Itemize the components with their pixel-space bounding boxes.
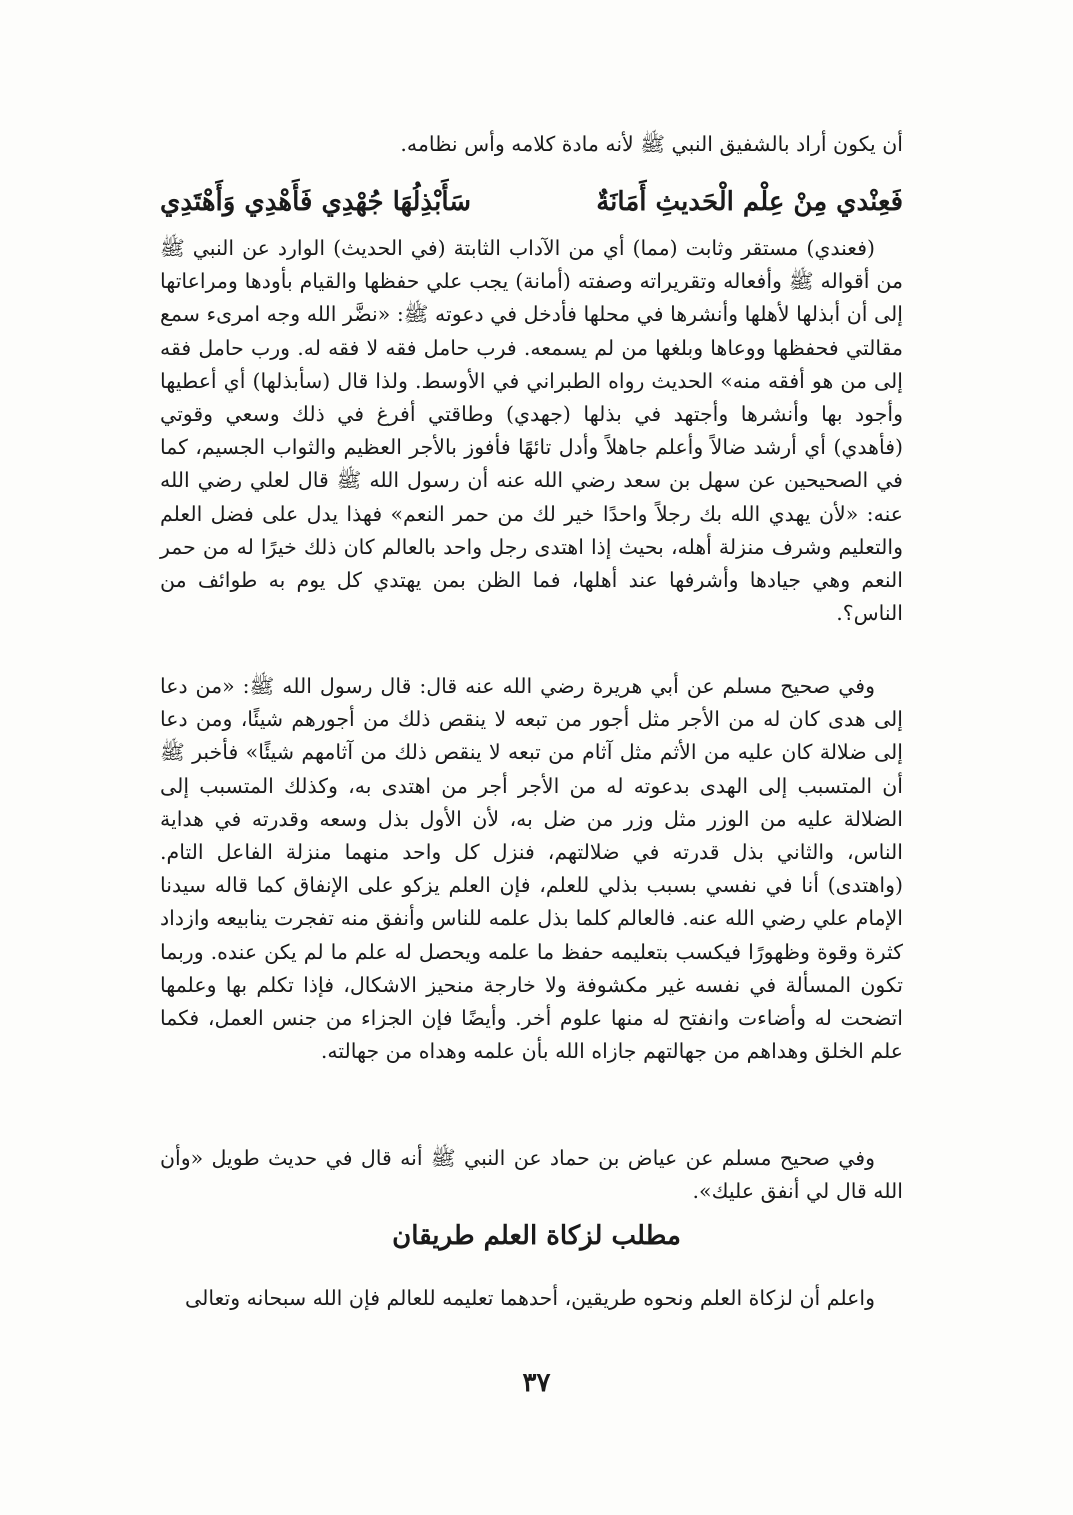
poem-verse — [160, 182, 903, 222]
section-heading: مطلب لزكاة العلم طريقان — [392, 1221, 681, 1251]
verse-first-hemistich: فَعِنْدي مِنْ عِلْم الْحَديثِ أَمَانَةٌ — [596, 187, 903, 217]
verse-second-hemistich: سَأَبْذِلُهَا جُهْدِي فَأَهْدِي وَأَهْتَدِي — [160, 187, 472, 217]
commentary-paragraph-1: (فعندي) مستقر وثابت (مما) أي من الآداب الثابتة (في الحديث) الوارد عن النبي ﷺ من أقواله ﷺ وأفعاله وتقريراته وصفته (أمانة) يجب علي حفظها والقيام بأودها ومراعاتها إلى أن أبذلها لأهلها وأنشرها في محلها فأدخل في دعوته ﷺ: «نضَّر الله وجه امرىء سمع مقالتي فحفظها ووعاها وبلغها من لم يسمعه. فرب حامل فقه لا فقه له. ورب حامل فقه إلى من هو أفقه منه» الحديث رواه الطبراني في الأوسط. ولذا قال (سأبذلها) أي أعطيها وأجود بها وأنشرها وأجتهد في بذلها (جهدي) وطاقتي أفرغ في ذلك وسعي وقوتي (فأهدي) أي أرشد ضالاً وأعلم جاهلاً وأدل تائهًا فأفوز بالأجر العظيم والثواب الجسيم، كما في الصحيحين عن سهل بن سعد رضي الله عنه أن رسول الله ﷺ قال لعلي رضي الله عنه: «لأن يهدي الله بك رجلاً واحدًا خير لك من حمر النعم» فهذا يدل على فضل العلم والتعليم وشرف منزلة أهله، بحيث إذا اهتدى رجل واحد بالعالم كان ذلك خيرًا له من حمر النعم وهي جيادها وأشرفها عند أهلها، فما الظن بمن يهتدي كل يوم به طوائف من الناس؟. — [160, 236, 903, 626]
commentary-paragraph-4: واعلم أن لزكاة العلم ونحوه طريقين، أحدهما تعليمه للعالم فإن الله سبحانه وتعالى — [185, 1286, 875, 1310]
commentary-paragraph-2: وفي صحيح مسلم عن أبي هريرة رضي الله عنه قال: قال رسول الله ﷺ: «من دعا إلى هدى كان له من الأجر مثل أجور من تبعه لا ينقص ذلك من أجورهم شيئًا، ومن دعا إلى ضلالة كان عليه من الأثم مثل آثام من تبعه لا ينقص ذلك من آثامهم شيئًا» فأخبر ﷺ أن المتسبب إلى الهدى بدعوته له من الأجر أجر من اهتدى به، وكذلك المتسبب إلى الضلالة عليه من الوزر مثل وزر من ضل به، لأن الأول بذل وسعه وقدرته في هداية الناس، والثاني بذل قدرته في ضلالتهم، فنزل كل واحد منهما منزلة الفاعل التام. (واهتدى) أنا في نفسي بسبب بذلي للعلم، فإن العلم يزكو على الإنفاق كما قاله سيدنا الإمام علي رضي الله عنه. فالعالم كلما بذل علمه للناس وأنفق منه تفجرت ينابيعه وازداد كثرة وقوة وظهورًا فيكسب بتعليمه حفظ ما علمه ويحصل له علم ما لم يكن عنده. وربما تكون المسألة في نفسه غير مكشوفة ولا خارجة منحيز الاشكال، فإذا تكلم بها وعلمها اتضحت له وأضاءت وانفتح له منها علوم أخر. وأيضًا فإن الجزاء من جنس العمل، فكما علم الخلق وهداهم من جهالتهم جازاه الله بأن علمه وهداه من جهالته. — [160, 674, 903, 1064]
page-number: ٣٧ — [522, 1368, 551, 1398]
intro-line: أن يكون أراد بالشفيق النبي ﷺ لأنه مادة كلامه وأس نظامه. — [400, 132, 903, 156]
commentary-paragraph-3: وفي صحيح مسلم عن عياض بن حماد عن النبي ﷺ أنه قال في حديث طويل «وأن الله قال لي أنفق عليك». — [160, 1146, 903, 1204]
